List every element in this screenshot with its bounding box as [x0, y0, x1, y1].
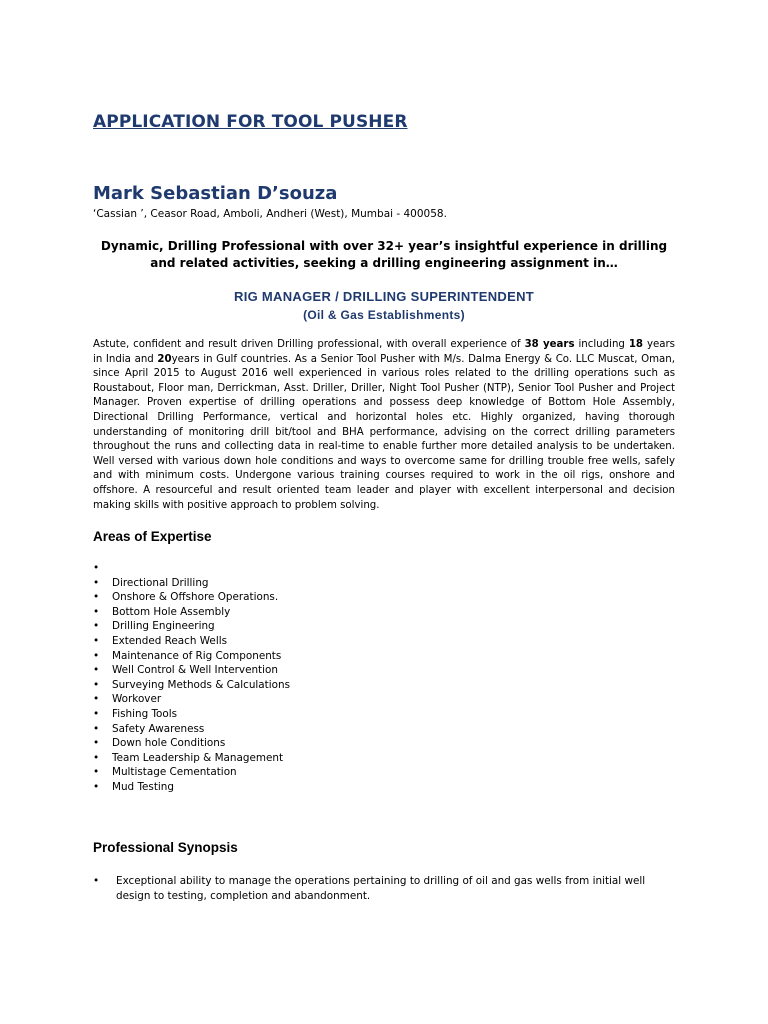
list-item: [93, 751, 653, 766]
list-item-text: Directional Drilling: [112, 576, 209, 589]
list-item: [93, 780, 653, 795]
summary-highlight-gulf-years: 20: [157, 353, 172, 365]
list-item-text: Bottom Hole Assembly: [112, 605, 231, 618]
list-item: [93, 590, 653, 605]
list-item: [93, 605, 653, 620]
career-objective: Dynamic, Drilling Professional with over 32+ year’s insightful experience in drilling and related activities, seeking a drilling engineering assignment in…: [100, 239, 668, 270]
summary-text: years in Gulf countries. As a Senior Tool Pusher with M/s. Dalma Energy & Co. LLC Muscat, Oman, since April 2015 to August 2016 well experienced in various roles related to the drilling operations such as Roustabout, Floor man, Derrickman, Asst. Driller, Driller, Night Tool Pusher (NTP), Senior Tool Pusher and Project Manager. Proven expertise of drilling operations and possess deep knowledge of Bottom Hole Assembly, Directional Drilling Performance, vertical and horizontal holes etc. Highly organized, having thorough understanding of monitoring drill bit/tool and BHA performance, advising on the correct drilling parameters throughout the runs and collecting data in real-time to enable further more detailed analysis to be undertaken. Well versed with various down hole conditions and ways to overcome same for drilling trouble free wells, safely and with minimum costs. Undergone various training courses required to work in the oil rigs, onshore and offshore. A resourceful and result oriented team leader and player with excellent interpersonal and decision making skills with positive approach to problem solving.: [93, 353, 675, 511]
target-role: RIG MANAGER / DRILLING SUPERINTENDENT: [234, 289, 534, 304]
application-title: APPLICATION FOR TOOL PUSHER: [93, 112, 408, 132]
list-item-text: Workover: [112, 693, 162, 706]
summary-text: Astute, confident and result driven Drilling professional, with overall experience of: [93, 339, 525, 350]
applicant-name: Mark Sebastian D’souza: [93, 183, 338, 204]
list-item-text: Safety Awareness: [112, 722, 205, 735]
list-item: [93, 576, 653, 591]
list-item: [93, 649, 653, 664]
bullet-icon: •: [93, 737, 100, 750]
bullet-icon: •: [93, 678, 100, 691]
bullet-icon: •: [93, 875, 100, 887]
bullet-icon: •: [93, 664, 100, 677]
list-item-text: Down hole Conditions: [112, 737, 226, 750]
list-item: [93, 722, 653, 737]
list-item: [93, 619, 653, 634]
summary-text: including: [574, 339, 629, 350]
bullet-icon: •: [93, 605, 100, 618]
summary-highlight-years: 38 years: [524, 339, 575, 350]
list-item: [93, 663, 653, 678]
list-item-text: Mud Testing: [112, 780, 174, 793]
bullet-icon: •: [93, 562, 100, 574]
summary-text: years in India and: [93, 339, 675, 365]
list-item-text: Exceptional ability to manage the operations pertaining to drilling of oil and gas wells from initial well design to testing, completion and abandonment.: [116, 875, 646, 902]
synopsis-list: [93, 874, 675, 904]
bullet-icon: •: [93, 634, 100, 647]
bullet-icon: •: [93, 576, 100, 589]
bullet-icon: •: [93, 693, 100, 706]
list-item: [93, 634, 653, 649]
expertise-list: [93, 561, 653, 795]
bullet-icon: •: [93, 707, 100, 720]
expertise-heading: Areas of Expertise: [93, 529, 212, 544]
bullet-icon: •: [93, 649, 100, 662]
list-item-text: Multistage Cementation: [112, 766, 237, 779]
target-role-subtitle: (Oil & Gas Establishments): [303, 308, 465, 322]
list-item: [93, 561, 653, 576]
list-item-text: Well Control & Well Intervention: [112, 664, 278, 677]
bullet-icon: •: [93, 620, 100, 633]
list-item-text: Surveying Methods & Calculations: [112, 678, 290, 691]
list-item-text: Drilling Engineering: [112, 620, 215, 633]
bullet-icon: •: [93, 722, 100, 735]
list-item: [93, 765, 653, 780]
bullet-icon: •: [93, 780, 100, 793]
summary-highlight-india-years: 18: [628, 339, 643, 350]
list-item: [93, 874, 675, 904]
list-item-text: Team Leadership & Management: [112, 751, 284, 764]
profile-summary: [93, 338, 675, 513]
synopsis-heading: Professional Synopsis: [93, 840, 238, 855]
list-item: [93, 678, 653, 693]
list-item-text: Onshore & Offshore Operations.: [112, 591, 279, 604]
list-item: [93, 707, 653, 722]
list-item: [93, 736, 653, 751]
applicant-address: ‘Cassian ’, Ceasor Road, Amboli, Andheri (West), Mumbai - 400058.: [93, 208, 447, 220]
list-item-text: Extended Reach Wells: [112, 634, 228, 647]
bullet-icon: •: [93, 591, 100, 604]
bullet-icon: •: [93, 766, 100, 779]
list-item-text: Maintenance of Rig Components: [112, 649, 282, 662]
bullet-icon: •: [93, 751, 100, 764]
list-item: [93, 692, 653, 707]
list-item-text: Fishing Tools: [112, 707, 178, 720]
